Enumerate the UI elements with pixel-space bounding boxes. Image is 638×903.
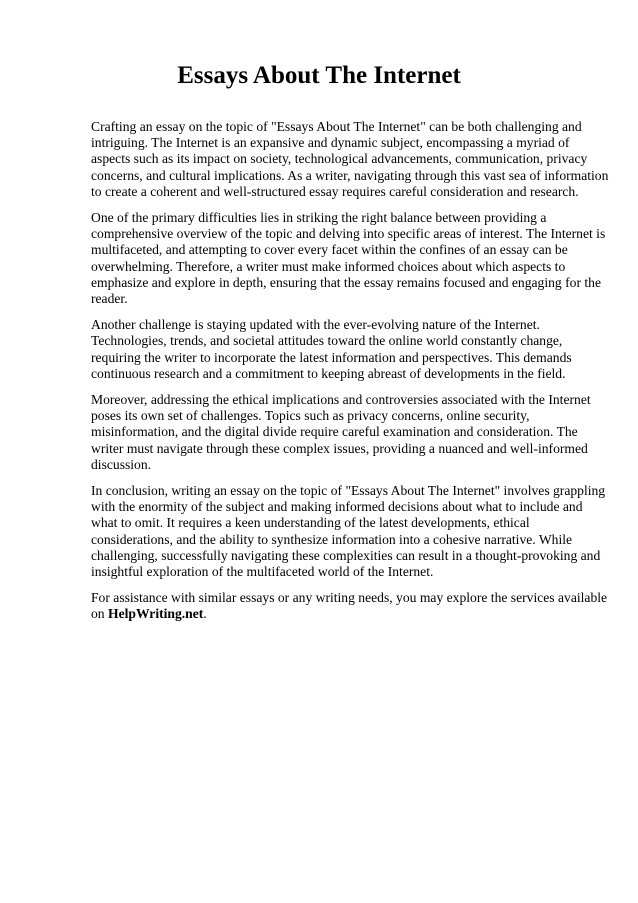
helpwriting-link[interactable]: HelpWriting.net (108, 606, 204, 622)
page-title: Essays About The Internet (177, 62, 461, 89)
closing-text: For assistance with similar essays or any writing needs, you may explore the services available on (91, 590, 608, 622)
closing-period: . (203, 606, 207, 622)
paragraph-intro: Crafting an essay on the topic of "Essays About The Internet" can be both challenging and intriguing. The Internet is an expansive and dynamic subject, encompassing a myriad of aspects such as its impact on society, technological advancements, communication, privacy concerns, and cultural implications. As a writer, navigating through this vast sea of information to create a coherent and well-structured essay requires careful consideration and research. (91, 119, 609, 199)
paragraph-conclusion: In conclusion, writing an essay on the topic of "Essays About The Internet" involves grappling with the enormity of the subject and making informed decisions about what to include and what to omit. It requires a keen understanding of the latest developments, ethical considerations, and the ability to synthesize information into a cohesive narrative. While challenging, successfully navigating these complexities can result in a thought-provoking and insightful exploration of the multifaceted world of the Internet. (91, 483, 606, 580)
document-body (91, 119, 610, 633)
paragraph-closing (91, 590, 610, 622)
paragraph-updates: Another challenge is staying updated with the ever-evolving nature of the Internet. Technologies, trends, and societal attitudes toward the online world constantly change, requiring the writer to incorporate the latest information and perspectives. This demands continuous research and a commitment to keeping abreast of developments in the field. (91, 317, 572, 381)
paragraph-ethics: Moreover, addressing the ethical implications and controversies associated with the Internet poses its own set of challenges. Topics such as privacy concerns, online security, misinformation, and the digital divide require careful examination and consideration. The writer must navigate through these complex issues, providing a nuanced and well-informed discussion. (91, 392, 591, 472)
paragraph-difficulties: One of the primary difficulties lies in striking the right balance between providing a comprehensive overview of the topic and delving into specific areas of interest. The Internet is multifaceted, and attempting to cover every facet within the confines of an essay can be overwhelming. Therefore, a writer must make informed choices about which aspects to emphasize and explore in depth, ensuring that the essay remains focused and engaging for the reader. (91, 210, 606, 307)
